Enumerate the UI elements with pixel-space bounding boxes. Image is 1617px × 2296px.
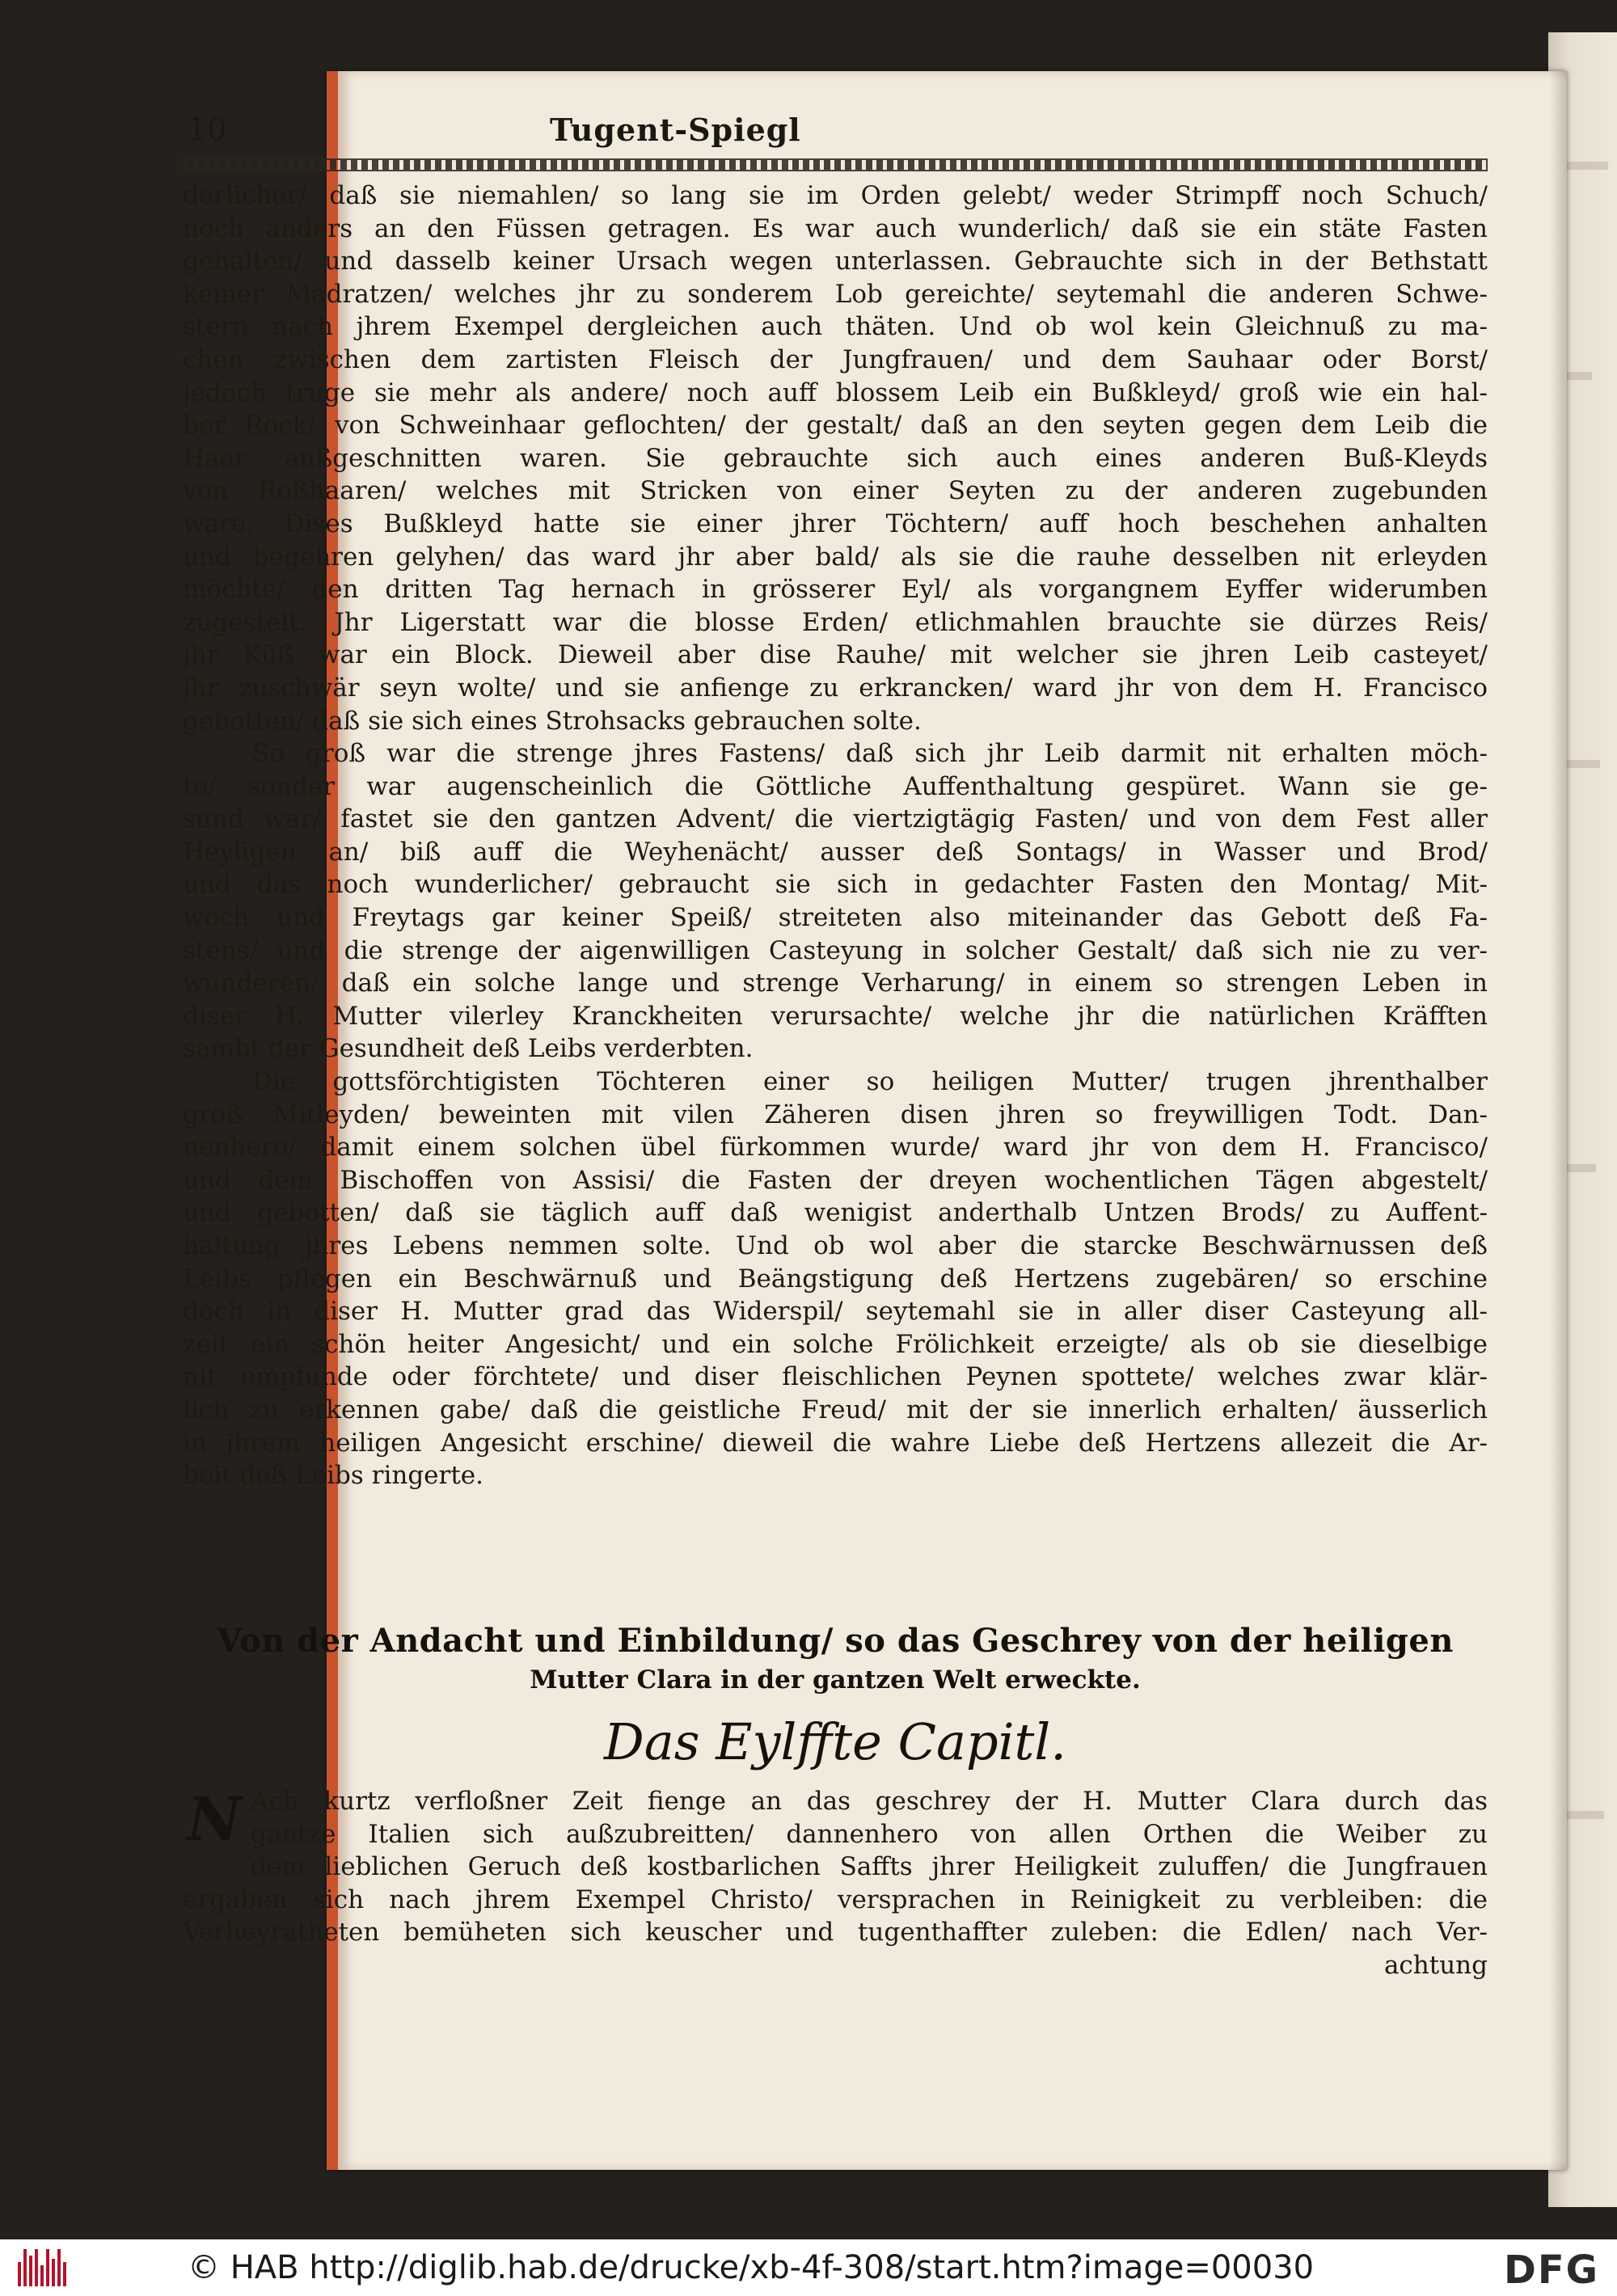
gutter-shadow xyxy=(1549,71,1567,2170)
text-line: te/ sonder war augenscheinlich die Göttliche Auffenthaltung gespüret. Wann sie ge- xyxy=(183,771,1488,801)
text-line: zeit ein schön heiter Angesicht/ und ein solche Frölichkeit erzeigte/ als ob sie dieselbige xyxy=(183,1329,1488,1359)
text-line: groß Mitleyden/ beweinten mit vilen Zäheren disen jhren so freywilligen Todt. Dan- xyxy=(183,1099,1488,1129)
text-line: sund war/ fastet sie den gantzen Advent/ die viertzigtägig Fasten/ und von dem Fest aller xyxy=(183,804,1488,834)
text-line: möchte/ den dritten Tag hernach in grösserer Eyl/ als vorgangnem Eyffer widerumben xyxy=(183,575,1488,605)
text-line: Die gottsförchtigisten Töchteren einer so heiligen Mutter/ trugen jhrenthalber xyxy=(252,1067,1488,1097)
text-line: ber Rock/ von Schweinhaar geflochten/ der gestalt/ daß an den seyten gegen dem Leib die xyxy=(183,411,1488,441)
text-line: haltung jhres Lebens nemmen solte. Und ob wol aber die starcke Beschwärnussen deß xyxy=(183,1231,1488,1260)
text-line: nit empfunde oder förchtete/ und diser fleischlichen Peynen spottete/ welches zwar klär- xyxy=(183,1362,1488,1392)
hab-logo-icon xyxy=(18,2249,68,2286)
catchword: achtung xyxy=(1383,1950,1488,1980)
text-line: und das noch wunderlicher/ gebraucht sie sich in gedachter Fasten den Montag/ Mit- xyxy=(183,870,1488,900)
text-line: noch anders an den Füssen getragen. Es war auch wunderlich/ daß sie ein stäte Fasten xyxy=(183,213,1488,243)
text-line: ware. Dises Bußkleyd hatte sie einer jhrer Töchtern/ auff hoch beschehen anhalten xyxy=(183,509,1488,538)
text-line: Heyligen an/ biß auff die Weyhenächt/ ausser deß Sontags/ in Wasser und Brod/ xyxy=(183,837,1488,867)
text-line: So groß war die strenge jhres Fastens/ daß sich jhr Leib darmit nit erhalten möch- xyxy=(252,739,1488,769)
text-line: jhr Küß war ein Block. Dieweil aber dise Rauhe/ mit welcher sie jhren Leib casteyet/ xyxy=(183,640,1488,670)
text-line: woch und Freytags gar keiner Speiß/ streiteten also miteinander das Gebott deß Fa- xyxy=(183,903,1488,933)
page-number: 10 xyxy=(188,112,227,147)
text-line: diser H. Mutter vilerley Kranckheiten verursachte/ welche jhr die natürlichen Kräfften xyxy=(183,1001,1488,1031)
chapter-text xyxy=(183,1785,1488,1982)
ornament-rule xyxy=(183,158,1488,171)
copyright-link[interactable]: © HAB http://diglib.hab.de/drucke/xb-4f-308/start.htm?image=00030 xyxy=(188,2249,1315,2286)
text-line: Leibs pflegen ein Beschwärnuß und Beängstigung deß Hertzens zugebären/ so erschine xyxy=(183,1264,1488,1294)
text-line: nenhero/ damit einem solchen übel fürkommen wurde/ ward jhr von dem H. Francisco/ xyxy=(183,1133,1488,1163)
text-line: von Roßhaaren/ welches mit Stricken von einer Seyten zu der anderen zugebunden xyxy=(183,476,1488,506)
text-line: wunderen/ daß ein solche lange und strenge Verharung/ in einem so strengen Leben in xyxy=(183,969,1488,998)
text-line: gebotten/ daß sie sich eines Strohsacks gebrauchen solte. xyxy=(183,706,922,736)
section-heading: Von der Andacht und Einbildung/ so das Geschrey von der heiligen xyxy=(217,1622,1454,1660)
text-line: und dem Bischoffen von Assisi/ die Fasten der dreyen wochentlichen Tägen abgestelt/ xyxy=(183,1165,1488,1195)
text-line: chen zwischen dem zartisten Fleisch der Jungfrauen/ und dem Sauhaar oder Borst/ xyxy=(183,344,1488,374)
body-text xyxy=(183,179,1488,1492)
text-line: jhr zuschwär seyn wolte/ und sie anfienge zu erkrancken/ ward jhr von dem H. Francisco xyxy=(183,673,1488,703)
drop-cap: N xyxy=(187,1785,242,1855)
text-line: stern nach jhrem Exempel dergleichen auch thäten. Und ob wol kein Gleichnuß zu ma- xyxy=(183,312,1488,342)
section-heading-subline: Mutter Clara in der gantzen Welt erweckte. xyxy=(530,1665,1141,1695)
text-line: Ach kurtz verfloßner Zeit fienge an das geschrey der H. Mutter Clara durch das xyxy=(251,1787,1488,1816)
text-line: keiner Madratzen/ welches jhr zu sonderem Lob gereichte/ seytemahl die anderen Schwe- xyxy=(183,279,1488,309)
chapter-title: Das Eylffte Capitl. xyxy=(604,1712,1066,1771)
text-line: stens/ und die strenge der aigenwilligen Casteyung in solcher Gestalt/ daß sich nie zu ver- xyxy=(183,935,1488,965)
footer-bar xyxy=(0,2239,1617,2296)
running-head xyxy=(188,112,1489,160)
text-line: jedoch truge sie mehr als andere/ noch auff blossem Leib ein Bußkleyd/ groß wie ein hal- xyxy=(183,378,1488,407)
text-line: ergaben sich nach jhrem Exempel Christo/ versprachen in Reinigkeit zu verbleiben: die xyxy=(183,1884,1488,1914)
text-line: gantze Italien sich außzubreitten/ dannenhero von allen Orthen die Weiber zu xyxy=(251,1819,1488,1849)
text-line: zugestelt. Jhr Ligerstatt war die blosse Erden/ etlichmahlen brauchte sie dürzes Reis/ xyxy=(183,607,1488,637)
running-title: Tugent-Spiegl xyxy=(550,112,801,148)
text-line: dem lieblichen Geruch deß kostbarlichen Saffts jhrer Heiligkeit zuluffen/ die Jungfrauen xyxy=(251,1852,1488,1882)
text-line: sambt der Gesundheit deß Leibs verderbten. xyxy=(183,1034,754,1064)
text-line: und gebotten/ daß sie täglich auff daß wenigist anderthalb Untzen Brods/ zu Auffent- xyxy=(183,1198,1488,1228)
text-line: derlicher/ daß sie niemahlen/ so lang sie im Orden gelebt/ weder Strimpff noch Schuch/ xyxy=(183,181,1488,210)
text-line: gehalten/ und dasselb keiner Ursach wegen unterlassen. Gebrauchte sich in der Bethstatt xyxy=(183,247,1488,276)
text-line: und begehren gelyhen/ das ward jhr aber bald/ als sie die rauhe desselben nit erleyden xyxy=(183,542,1488,572)
text-line: doch in diser H. Mutter grad das Widerspil/ seytemahl sie in aller diser Casteyung all- xyxy=(183,1297,1488,1327)
text-line: beit deß Leibs ringerte. xyxy=(183,1461,483,1491)
text-line: in jhrem heiligen Angesicht erschine/ dieweil die wahre Liebe deß Hertzens allezeit die Ar- xyxy=(183,1428,1488,1458)
text-line: lich zu erkennen gabe/ daß die geistliche Freud/ mit der sie innerlich erhalten/ äusserlich xyxy=(183,1395,1488,1424)
dfg-logo: DFG xyxy=(1503,2247,1599,2293)
text-line: Haar außgeschnitten waren. Sie gebrauchte sich auch eines anderen Buß-Kleyds xyxy=(183,443,1488,473)
text-line: Verheyratheten bemüheten sich keuscher und tugenthaffter zuleben: die Edlen/ nach Ver- xyxy=(183,1918,1488,1948)
